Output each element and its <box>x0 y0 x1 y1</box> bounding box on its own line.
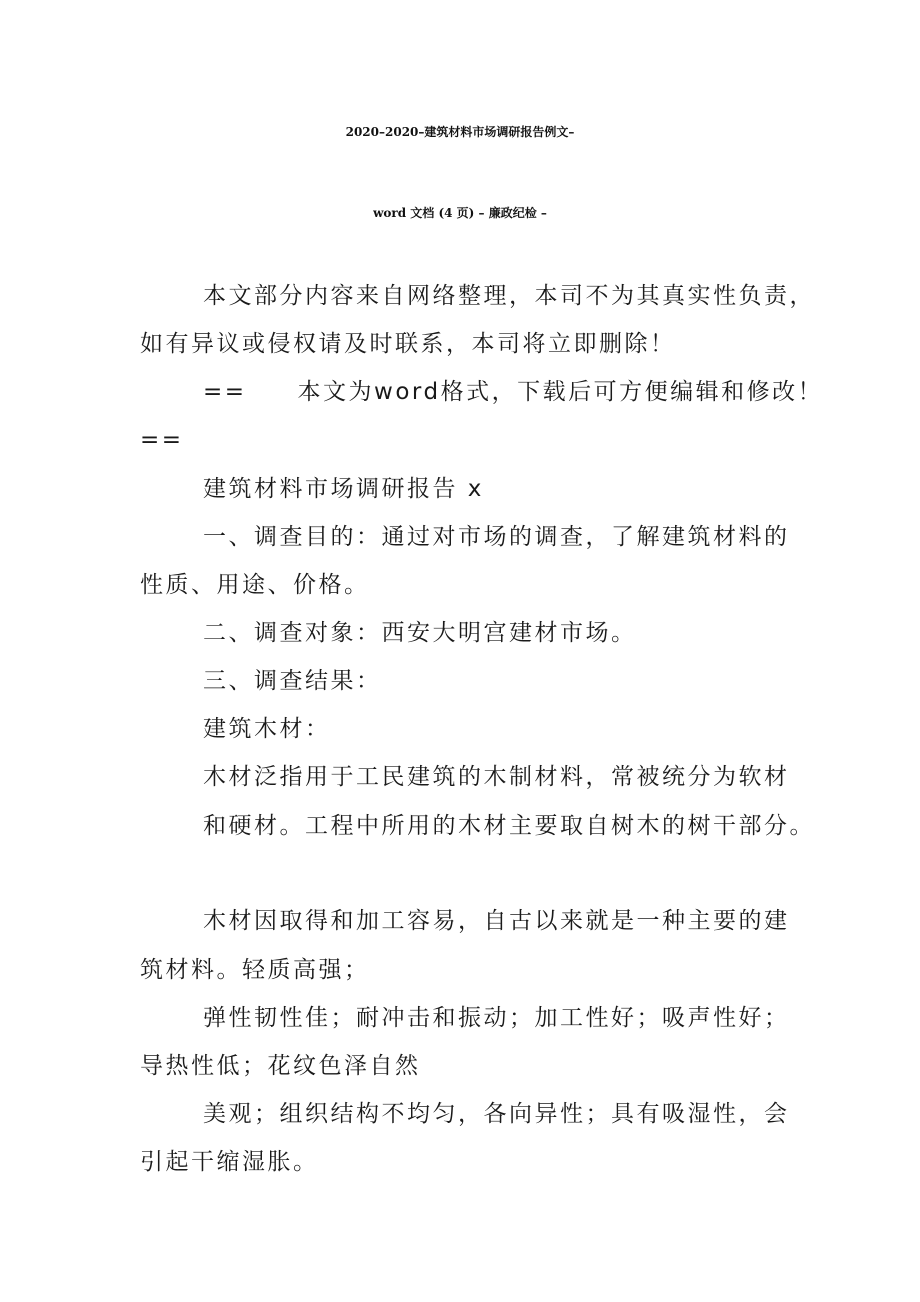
timber-para-3-line-1: 弹性韧性佳；耐冲击和振动；加工性好；吸声性好； <box>203 1005 790 1031</box>
format-note-line-1: == 本文为word格式，下载后可方便编辑和修改！ <box>203 379 824 405</box>
subject-line: 二、调查对象：西安大明宫建材市场。 <box>203 620 637 646</box>
results-heading: 三、调查结果： <box>203 668 382 694</box>
timber-heading: 建筑木材： <box>203 716 331 742</box>
timber-para-1-line-2: 和硬材。工程中所用的木材主要取自树木的树干部分。 <box>203 813 815 839</box>
timber-para-3-line-2: 导热性低；花纹色泽自然 <box>140 1053 421 1079</box>
report-heading: 建筑材料市场调研报告 x <box>203 476 484 502</box>
timber-para-2-line-1: 木材因取得和加工容易，自古以来就是一种主要的建 <box>203 908 790 934</box>
timber-para-1-line-1: 木材泛指用于工民建筑的木制材料，常被统分为软材 <box>203 764 790 790</box>
timber-para-2-line-2: 筑材料。轻质高强； <box>140 957 370 983</box>
format-note-line-2: == <box>140 427 184 453</box>
timber-para-4-line-1: 美观；组织结构不均匀，各向异性；具有吸湿性，会 <box>203 1101 790 1127</box>
document-title-line-2: word 文档 (4 页) – 廉政纪检 – <box>373 206 547 220</box>
disclaimer-line-1: 本文部分内容来自网络整理，本司不为其真实性负责， <box>203 283 815 309</box>
document-title-line-1: 2020–2020–建筑材料市场调研报告例文– <box>345 125 575 139</box>
purpose-line-2: 性质、用途、价格。 <box>140 572 370 598</box>
disclaimer-line-2: 如有异议或侵权请及时联系，本司将立即删除！ <box>140 331 676 357</box>
timber-para-4-line-2: 引起干缩湿胀。 <box>140 1149 319 1175</box>
purpose-line-1: 一、调查目的：通过对市场的调查，了解建筑材料的 <box>203 524 790 550</box>
